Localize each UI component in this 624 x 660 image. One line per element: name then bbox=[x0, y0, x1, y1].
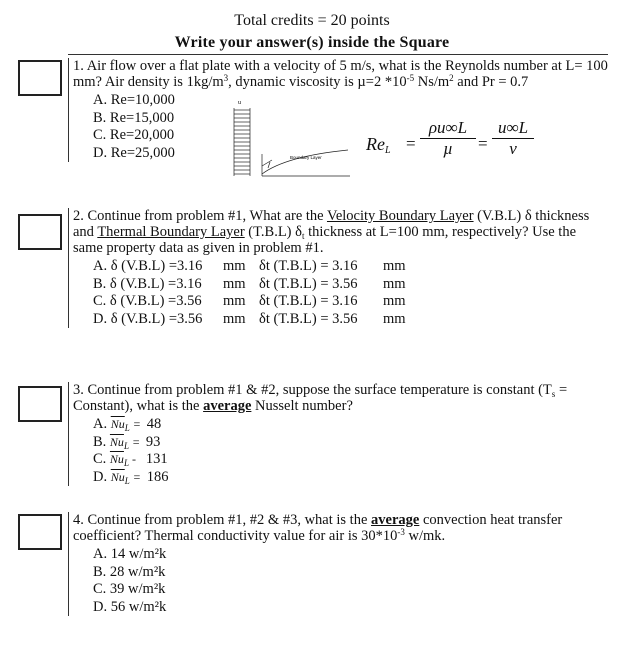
header-divider bbox=[68, 54, 608, 55]
q1-option-c[interactable]: C. Re=20,000 bbox=[93, 127, 175, 143]
answer-box-q3[interactable] bbox=[18, 386, 62, 422]
diagram-u-label: u bbox=[238, 100, 241, 106]
q2-option-a[interactable]: A. δ (V.B.L) =3.16 mm δt (T.B.L) = 3.16 mm bbox=[93, 258, 406, 274]
answer-box-q4[interactable] bbox=[18, 514, 62, 550]
reynolds-formula: $Re_L$ = ρu∞L µ = $\frac{u\infty L}{\nu}$ bbox=[366, 116, 536, 176]
q4-option-b[interactable]: B. 28 w/m²k bbox=[93, 563, 166, 580]
formula-fraction-1: ρu∞L µ bbox=[420, 118, 476, 159]
page-title: Total credits = 20 points bbox=[234, 12, 390, 29]
question-3-options bbox=[93, 416, 608, 486]
q4-option-d[interactable]: D. 56 w/m²k bbox=[93, 598, 167, 615]
boundary-layer-diagram bbox=[228, 96, 354, 182]
q1-option-a[interactable]: A. Re=10,000 bbox=[93, 92, 175, 108]
question-2 bbox=[68, 208, 608, 328]
diagram-boundary-label: Boundary Layer bbox=[290, 155, 322, 160]
question-1-text: 1. Air flow over a flat plate with a velocity of 5 m/s, what is the Reynolds number at L= 100 mm? Air density is $1kg/m^3$, dynamic viscosity is µ=2 $*10^{-5}$ $Ns/m^2$ and Pr = 0.7 bbox=[73, 58, 608, 90]
q4-option-a[interactable]: A. 14 w/m²k bbox=[93, 546, 167, 562]
q1-option-d[interactable]: D. Re=25,000 bbox=[93, 144, 175, 161]
q2-option-d[interactable]: D. δ (V.B.L) =3.56 mm δt (T.B.L) = 3.56 mm bbox=[93, 310, 406, 327]
question-3 bbox=[68, 382, 608, 486]
q2-option-b[interactable]: B. δ (V.B.L) =3.16 mm δt (T.B.L) = 3.56 mm bbox=[93, 275, 406, 292]
q4-option-c[interactable]: C. 39 w/m²k bbox=[93, 581, 166, 597]
question-2-options bbox=[93, 258, 608, 328]
question-2-text: 2. Continue from problem #1, What are the Velocity Boundary Layer (V.B.L) δ thickness and Thermal Boundary Layer (T.B.L) $\delta_t$ thickness at L=100 mm, respectively? Use the same property data as given in problem #1. bbox=[73, 208, 590, 256]
instruction-heading: Write your answer(s) inside the Square bbox=[174, 34, 450, 51]
formula-lhs: $Re_L$ bbox=[366, 134, 391, 156]
question-4 bbox=[68, 512, 608, 616]
answer-box-q1[interactable] bbox=[18, 60, 62, 96]
q3-option-d[interactable]: D. $\overline{Nu}_L = 186$ bbox=[93, 468, 169, 486]
question-3-text: 3. Continue from problem #1 & #2, suppose the surface temperature is constant ($T_s$ = Constant), what is the average Nusselt number? bbox=[73, 382, 568, 414]
answer-box-q2[interactable] bbox=[18, 214, 62, 250]
q3-option-b[interactable]: B. $\overline{Nu}_L = 93$ bbox=[93, 433, 161, 451]
question-4-options bbox=[93, 546, 608, 616]
formula-fraction-2: $\frac{u\infty L}{\nu}$ bbox=[492, 118, 534, 159]
q1-option-b[interactable]: B. Re=15,000 bbox=[93, 109, 175, 126]
q3-option-c[interactable]: C. $\overline{Nu}_L - 131$ bbox=[93, 451, 168, 468]
q3-option-a[interactable]: A. $\overline{Nu}_L = 48$ bbox=[93, 416, 162, 433]
question-4-text: 4. Continue from problem #1, #2 & #3, what is the average convection heat transfer coefficient? Thermal conductivity value for air is $30*10^{-3}$ w/mk. bbox=[73, 512, 563, 544]
q2-option-c[interactable]: C. δ (V.B.L) =3.56 mm δt (T.B.L) = 3.16 mm bbox=[93, 293, 406, 309]
